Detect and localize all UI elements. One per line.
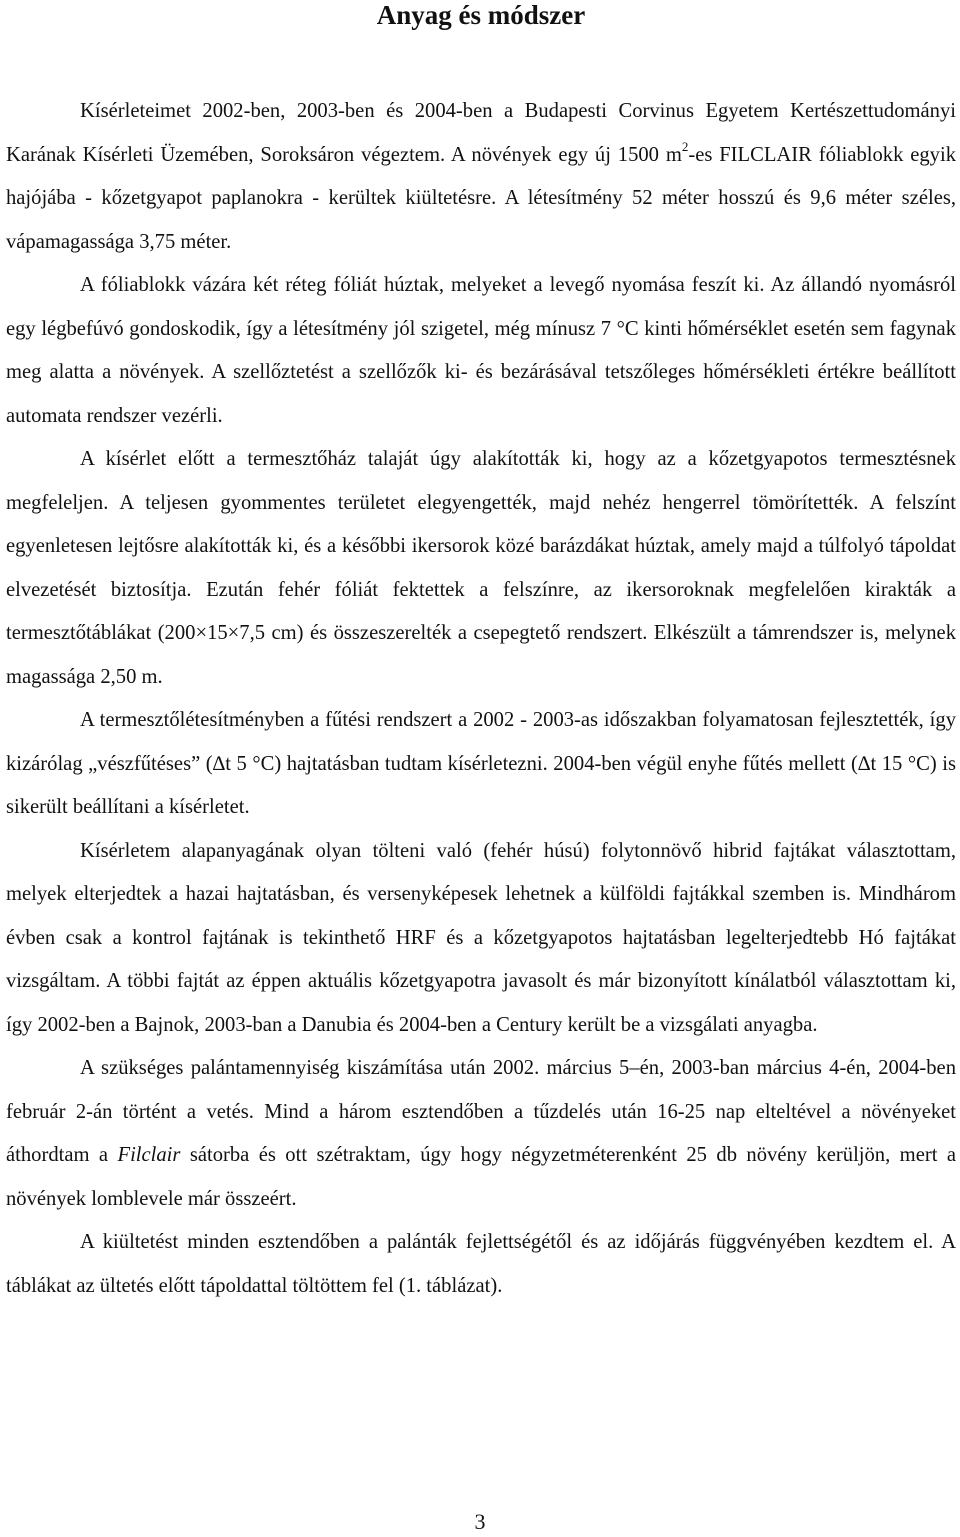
paragraph-sowing-text-a: A szükséges palántamennyiség kiszámítása után 2002. március 5–én, 2003-ban március 4-én, 2004-ben február 2-án történt a vetés. Mind a három esztendőben a tűzdelés után 16-25 nap elteltével a növényeket áthordtam a — [6, 1057, 956, 1166]
brand-italic-filclair: Filclair — [117, 1144, 181, 1166]
paragraph-sowing — [6, 1047, 956, 1221]
document-page — [6, 0, 956, 1308]
section-title: Anyag és módszer — [376, 0, 586, 30]
paragraph-heating-system: A termesztőlétesítményben a fűtési rendszert a 2002 - 2003-as időszakban folyamatosan fejlesztették, így kizárólag „vészfűtéses” (∆t 5 °C) hajtatásban tudtam kísérletezni. 2004-ben végül enyhe fűtés mellett (∆t 15 °C) is sikerült beállítani a kísérletet. — [6, 709, 956, 818]
paragraph-soil-preparation: A kísérlet előtt a termesztőház talaját úgy alakították ki, hogy az a kőzetgyapotos termesztésnek megfeleljen. A teljesen gyommentes területet elegyengették, majd nehéz hengerrel tömörítették. A felszínt egyenletesen lejtősre alakították ki, és a későbbi ikersorok közé barázdákat húztak, amely majd a túlfolyó tápoldat elvezetését biztosítja. Ezután fehér fóliát fektettek a felszínre, az ikersoroknak megfelelően kirakták a termesztőtáblákat (200×15×7,5 cm) és összeszerelték a csepegtető rendszert. Elkészült a támrendszer is, melynek magassága 2,50 m. — [6, 448, 956, 688]
paragraph-foil-structure: A fóliablokk vázára két réteg fóliát húztak, melyeket a levegő nyomása feszít ki. Az állandó nyomásról egy légbefúvó gondoskodik, így a létesítmény jól szigetel, még mínusz 7 °C kinti hőmérséklet esetén sem fagynak meg alatta a növények. A szellőztetést a szellőzők ki- és bezárásával tetszőleges hőmérsékleti értékre beállított automata rendszer vezérli. — [6, 274, 956, 427]
paragraph-sowing-text-b: sátorba és ott szétraktam, úgy hogy négyzetméterenként 25 db növény kerüljön, mert a növények lomblevele már összeért. — [6, 1144, 956, 1210]
page-number: 3 — [474, 1509, 486, 1534]
superscript-two: 2 — [681, 138, 689, 154]
paragraph-planting: A kiültetést minden esztendőben a palánták fejlettségétől és az időjárás függvényében kezdtem el. A táblákat az ültetés előtt tápoldattal töltöttem fel (1. táblázat). — [6, 1231, 956, 1297]
document-body — [6, 90, 956, 1308]
paragraph-greenhouse — [6, 90, 956, 264]
paragraph-varieties: Kísérletem alapanyagának olyan tölteni való (fehér húsú) folytonnövő hibrid fajtákat választottam, melyek elterjedtek a hazai hajtatásban, és versenyképesek lehetnek a külföldi fajtákkal szemben is. Mindhárom évben csak a kontrol fajtának is tekinthető HRF és a kőzetgyapotos hajtatásban legelterjedtebb Hó fajtákat vizsgáltam. A többi fajtát az éppen aktuális kőzetgyapotra javasolt és már bizonyított kínálatból választottam ki, így 2002-ben a Bajnok, 2003-ban a Danubia és 2004-ben a Century került be a vizsgálati anyagba. — [6, 839, 956, 1036]
paragraph-greenhouse-text-b: -es FILCLAIR fóliablokk egyik hajójába - kőzetgyapot paplanokra - kerültek kiültetésre. A létesítmény 52 méter hosszú és 9,6 méter széles, vápamagassága 3,75 méter. — [6, 143, 957, 253]
paragraph-greenhouse-text-a: Kísérleteimet 2002-ben, 2003-ben és 2004-ben a Budapesti Corvinus Egyetem Kertészettudományi Karának Kísérleti Üzemében, Soroksáron végeztem. A növények egy új 1500 m — [6, 100, 956, 166]
